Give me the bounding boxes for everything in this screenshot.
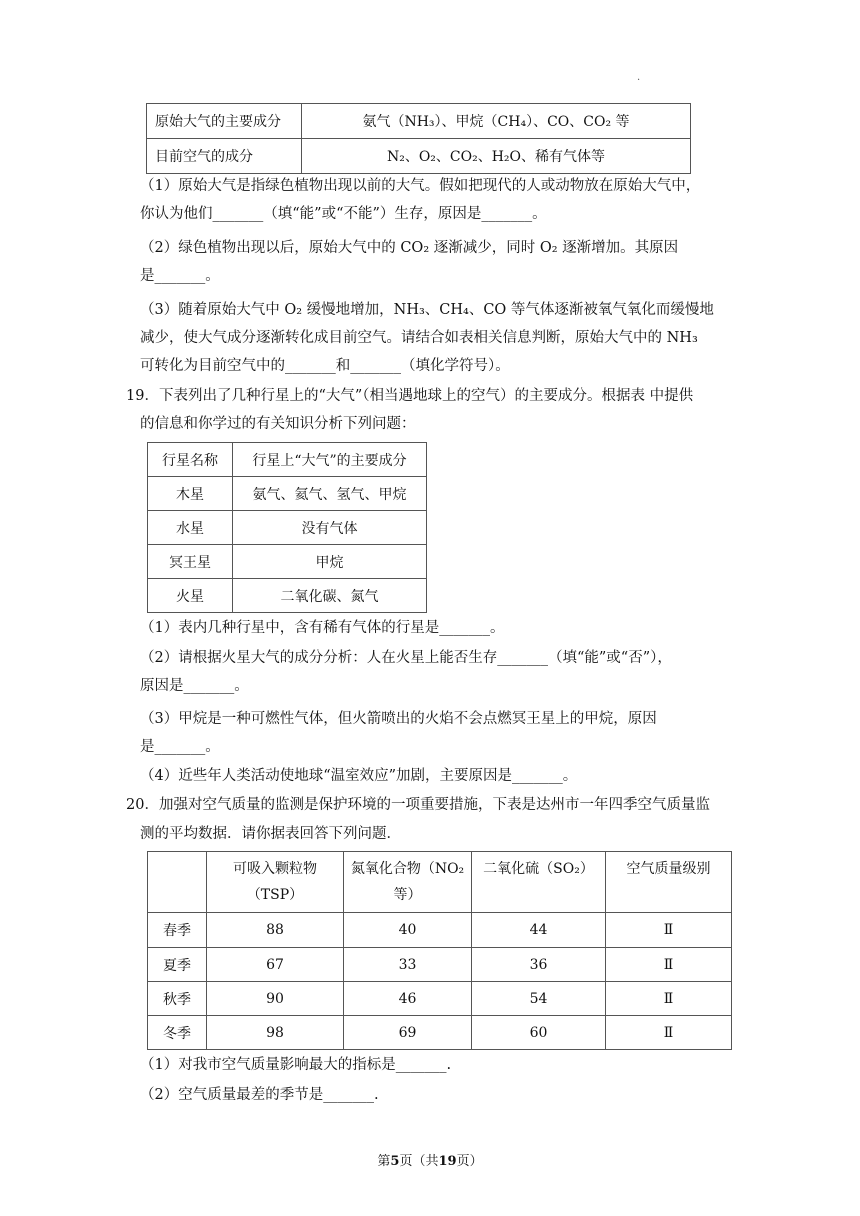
table-row — [148, 913, 732, 948]
table-cell: 春季 — [148, 913, 207, 948]
header-line: 空气质量级别 — [626, 861, 711, 877]
footer-mid: 页（共 — [399, 1154, 439, 1169]
table-cell: 氨气、氦气、氢气、甲烷 — [233, 477, 427, 511]
q19-p3a: （3）甲烷是一种可燃性气体，但火箭喷出的火焰不会点燃冥王星上的甲烷，原因 — [140, 711, 657, 727]
table-header-cell: 行星上“大气”的主要成分 — [233, 443, 427, 477]
footer-suffix: 页） — [456, 1154, 483, 1169]
header-line: （TSP） — [246, 887, 304, 903]
q19-intro-a: 19．下表列出了几种行星上的“大气”（相当遇地球上的空气）的主要成分。根据表 中提供 — [126, 388, 694, 404]
footer-total-pages: 19 — [438, 1154, 457, 1169]
header-line: 可吸入颗粒物 — [233, 861, 317, 877]
header-line: 氮氧化合物（NO₂ — [350, 861, 465, 877]
table-cell: 90 — [207, 982, 344, 1016]
table-cell: 甲烷 — [233, 545, 427, 579]
q20-intro-b: 测的平均数据．请你据表回答下列问题． — [140, 826, 401, 842]
air-quality-table — [147, 851, 732, 1050]
header-line: 等） — [393, 887, 422, 903]
page-footer — [0, 1150, 860, 1169]
table-row — [148, 948, 732, 982]
q19-p2b: 原因是_______。 — [140, 678, 249, 694]
table-cell: 36 — [472, 948, 606, 982]
table-cell: 原始大气的主要成分 — [147, 104, 302, 139]
table-cell: 目前空气的成分 — [147, 139, 302, 174]
q20-p1: （1）对我市空气质量影响最大的指标是_______. — [140, 1057, 452, 1073]
table-cell: 火星 — [148, 579, 233, 613]
q19-intro-b: 的信息和你学过的有关知识分析下列问题： — [140, 416, 416, 432]
table-cell: 46 — [344, 982, 472, 1016]
planet-table — [147, 442, 427, 613]
footer-page-number: 5 — [390, 1154, 400, 1169]
q19-p4: （4）近些年人类活动使地球“温室效应”加剧，主要原因是_______。 — [140, 768, 578, 784]
table-cell: 33 — [344, 948, 472, 982]
table-row — [148, 511, 427, 545]
table-row — [148, 852, 732, 913]
table-header-cell — [344, 852, 472, 913]
header-line: 二氧化硫（SO₂） — [483, 861, 594, 877]
table-row — [147, 104, 691, 139]
q18-p3b: 减少，使大气成分逐渐转化成目前空气。请结合如表相关信息判断，原始大气中的 NH₃ — [140, 330, 698, 346]
table-cell: 60 — [472, 1016, 606, 1050]
table-cell: 水星 — [148, 511, 233, 545]
table-cell: 冬季 — [148, 1016, 207, 1050]
table-cell: 氨气（NH₃）、甲烷（CH₄）、CO、CO₂ 等 — [302, 104, 691, 139]
table-row — [148, 982, 732, 1016]
table-cell: 40 — [344, 913, 472, 948]
q19-p3b: 是_______。 — [140, 739, 220, 755]
q19-p1: （1）表内几种行星中，含有稀有气体的行星是_______。 — [140, 620, 505, 636]
table-cell: 二氧化碳、氮气 — [233, 579, 427, 613]
table-cell: 54 — [472, 982, 606, 1016]
table-header-cell: 行星名称 — [148, 443, 233, 477]
table-cell: 88 — [207, 913, 344, 948]
table-cell: 67 — [207, 948, 344, 982]
table-cell: N₂、O₂、CO₂、H₂O、稀有气体等 — [302, 139, 691, 174]
table-row — [148, 545, 427, 579]
table-cell: 冥王星 — [148, 545, 233, 579]
q18-p2a: （2）绿色植物出现以后，原始大气中的 CO₂ 逐渐减少，同时 O₂ 逐渐增加。其原因 — [140, 240, 679, 256]
table-row — [148, 443, 427, 477]
page-marker: . — [637, 72, 641, 83]
table-cell: 44 — [472, 913, 606, 948]
q18-p2b: 是_______。 — [140, 268, 220, 284]
q18-p1a: （1）原始大气是指绿色植物出现以前的大气。假如把现代的人或动物放在原始大气中， — [140, 178, 701, 194]
table-row — [148, 579, 427, 613]
atmosphere-table — [146, 103, 691, 174]
table-cell: 69 — [344, 1016, 472, 1050]
table-row — [148, 477, 427, 511]
q20-p2: （2）空气质量最差的季节是_______. — [140, 1087, 379, 1103]
table-cell: 98 — [207, 1016, 344, 1050]
table-cell: 没有气体 — [233, 511, 427, 545]
table-cell: Ⅱ — [606, 1016, 732, 1050]
table-header-cell — [148, 852, 207, 913]
q20-intro-a: 20．加强对空气质量的监测是保护环境的一项重要措施，下表是达州市一年四季空气质量监 — [126, 797, 710, 813]
table-header-cell — [606, 852, 732, 913]
q18-p1b: 你认为他们_______（填“能”或“不能”）生存，原因是_______。 — [140, 206, 547, 222]
table-cell: Ⅱ — [606, 948, 732, 982]
table-cell: Ⅱ — [606, 913, 732, 948]
footer-prefix: 第 — [377, 1154, 391, 1169]
q19-p2a: （2）请根据火星大气的成分分析：人在火星上能否生存_______（填“能”或“否”）， — [140, 650, 672, 666]
table-cell: 秋季 — [148, 982, 207, 1016]
q18-p3a: （3）随着原始大气中 O₂ 缓慢地增加，NH₃、CH₄、CO 等气体逐渐被氧气氧化而缓慢地 — [140, 302, 714, 318]
table-header-cell — [472, 852, 606, 913]
table-row — [148, 1016, 732, 1050]
table-cell: 夏季 — [148, 948, 207, 982]
table-row — [147, 139, 691, 174]
table-cell: 木星 — [148, 477, 233, 511]
q18-p3c: 可转化为目前空气中的_______和_______（填化学符号）。 — [140, 358, 510, 374]
table-header-cell — [207, 852, 344, 913]
table-cell: Ⅱ — [606, 982, 732, 1016]
